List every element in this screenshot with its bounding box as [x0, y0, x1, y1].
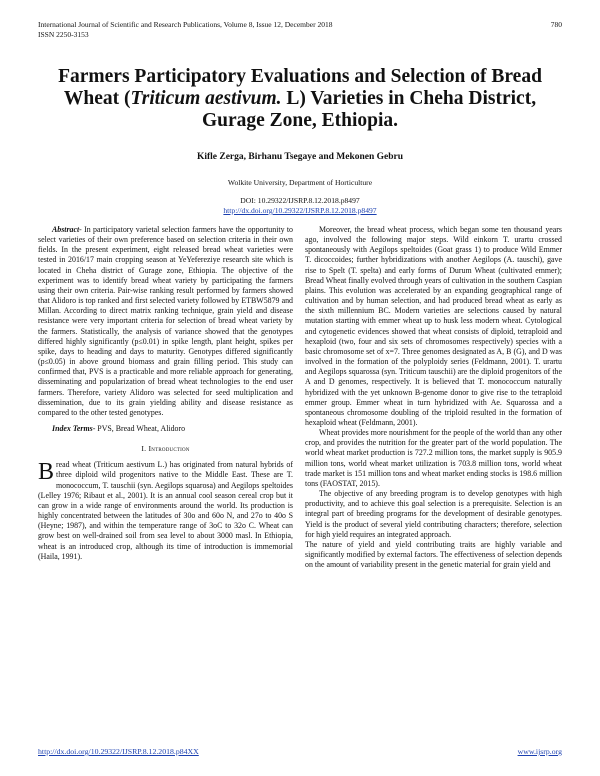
paragraph-breeding: The objective of any breeding program is to develop genotypes with high productivity, and to achieve this goal selection is a prerequisite. Selection is an integral part of breeding programs for the development of desirable genotypes. Yield is the product of several yield contributing characters; therefore, selection for high yield requires an integrated approach. — [305, 489, 562, 539]
section-heading-introduction — [38, 444, 293, 454]
doi-link[interactable]: http://dx.doi.org/10.29322/IJSRP.8.12.2018.p8497 — [223, 206, 377, 215]
abstract — [38, 225, 293, 418]
drop-cap: B — [38, 459, 55, 486]
right-column — [305, 225, 562, 570]
running-header — [38, 20, 562, 39]
doi-text: DOI: 10.29322/IJSRP.8.12.2018.p8497 — [240, 196, 360, 205]
footer-doi-link[interactable]: http://dx.doi.org/10.29322/IJSRP.8.12.2018.p84XX — [38, 747, 199, 756]
paper-title — [40, 66, 560, 132]
title-part-2: L) Varieties in Cheha District, Gurage Zone, Ethiopia. — [201, 88, 537, 131]
doi-block — [0, 196, 600, 216]
affiliation: Wolkite University, Department of Horticulture — [227, 178, 373, 187]
page-number: 780 — [550, 20, 562, 29]
index-terms-label: Index Terms — [52, 423, 93, 433]
section-number: I. — [141, 444, 147, 454]
issn: ISSN 2250-3153 — [38, 29, 89, 39]
intro-paragraph — [38, 460, 293, 562]
intro-text: read wheat (Triticum aestivum L.) has originated from natural hybrids of three diploid wild progenitors native to the Middle East. These are T. monococcum, T. tauschii (syn. Aegilops squarosa) and Aegilops speltoides (Lelley 1976; Ribaut et al., 2001). It is an annual cool season cereal crop but it can grow in a wide range of environments around the world. Its production is highly concentrated between the latitudes of 30o and 60o N, and 27o to 40o S (Heyne; 1987), and within the temperature range of 3oC to 32o C. Wheat can grow best on well-drained soil from sea level to about 3000 masl. In Ethiopia, wheat is an introduced crop, although its time of introduction is immemorial (Haila, 1991). — [38, 460, 293, 561]
section-title: Introduction — [148, 444, 190, 454]
page-footer — [38, 747, 562, 756]
index-terms — [38, 424, 293, 434]
paragraph-nourishment: Wheat provides more nourishment for the people of the world than any other crop, and provides the nutrition for the greater part of the world population. The world wheat market production is 727.2 million tons, the market supply is 905.9 million tons, world wheat market utilization is 703.8 million tons, world wheat trade market is 151 million tons and wheat market ending stocks is 198.6 million tons (FAOSTAT, 2015). — [305, 428, 562, 488]
abstract-label: Abstract- — [52, 225, 82, 234]
footer-site-link[interactable]: www.ijsrp.org — [517, 747, 562, 756]
abstract-text: In participatory varietal selection farmers have the opportunity to select varieties of their own preference based on selection criteria in their own fields. In the present experiment, eight released bread wheat varieties were tested in 2016/17 main cropping season at YeYefereziye research site which is located in Cheha district of Gurage zone, Ethiopia. The objective of the experiment was to identify bread wheat variety by participating the farmers using their own criteria. Pair-wise ranking result performed by farmers showed that Alidoro is top ranked and first selected variety followed by ETBW5879 and Millan. According to direct matrix ranking technique, grain yield and disease resistance were very important criteria for selection of bread wheat variety by the farmers. Statistically, the analysis of variance showed that the genotypes differed highly significantly (p≤0.01) in spike length, plant height, spikes per spike, days to heading and days to maturity. Genotypes differed significantly (p≤0.05) in above ground biomass and grain filling period. This study can confirmed that, PVS is a practicable and more reliable approach for generating, disseminating and popularization of bread wheat technologies to the end user farmers. Therefore, variety Alidoro was selected for seed multiplication and dissemination, due to its grain yielding ability and disease resistance as compared to the other tested genotypes. — [38, 225, 293, 417]
title-species: Triticum aestivum. — [130, 88, 282, 109]
left-column — [38, 225, 293, 562]
index-terms-text: - PVS, Bread Wheat, Alidoro — [92, 423, 186, 433]
authors: Kifle Zerga, Birhanu Tsegaye and Mekonen Gebru — [196, 152, 404, 162]
title-part-1: Farmers Participatory Evaluations and Selection of Bread Wheat ( — [58, 66, 542, 109]
journal-name: International Journal of Scientific and Research Publications, Volume 8, Issue 12, December 2018 — [38, 20, 333, 29]
paragraph-evolution: Moreover, the bread wheat process, which began some ten thousand years ago, involved the following major steps. Wild einkorn T. urartu crossed spontaneously with Aegilops speltoides (Goat grass 1) to produce Wild Emmer T. dicoccoides; further hybridizations with another Aegilops (A. tauschi), gave rise to Spelt (T. spelta) and early forms of Durum Wheat (cultivated emmer); Bread Wheat finally evolved through years of cultivation in the southern Caspian plains. This evolution was accelerated by an expanding geographical range of cultivation and by human selection, and had produced bread wheat as early as the sixth millennium BC. Modern varieties are selections caused by natural mutation starting with emmer wheat up to husk less modern wheat. Cytological and cytogenetic evidences showed that wheat consists of diploid, tetraploid and hexaploid (two, four and six sets of chromosomes respectively) species with a basic chromosome set of x=7. Three genomes designated as A, B (G), and D was involved in the formation of the polyploidy series (Feldmann, 2001). T. urartu and Aegilops squarossa (syn. Triticum tauschii) are the diploid progenitors of the A and D genomes, respectively. It is believed that T. monococcum naturally hybridized with the yet unknown B-genome donor to give rise to the tetraploid emmer group. Emmer wheat in turn hybridized with Ae. Squarossa and a spontaneous chromosome doubling of the triploid resulted in the formation of hexaploid wheat (Feldmann, 2001). — [305, 225, 562, 427]
paragraph-yield: The nature of yield and yield contributing traits are highly variable and significantly modified by external factors. The effectiveness of selection depends on the amount of variability present in the genetic material for grain yield and — [305, 539, 562, 570]
